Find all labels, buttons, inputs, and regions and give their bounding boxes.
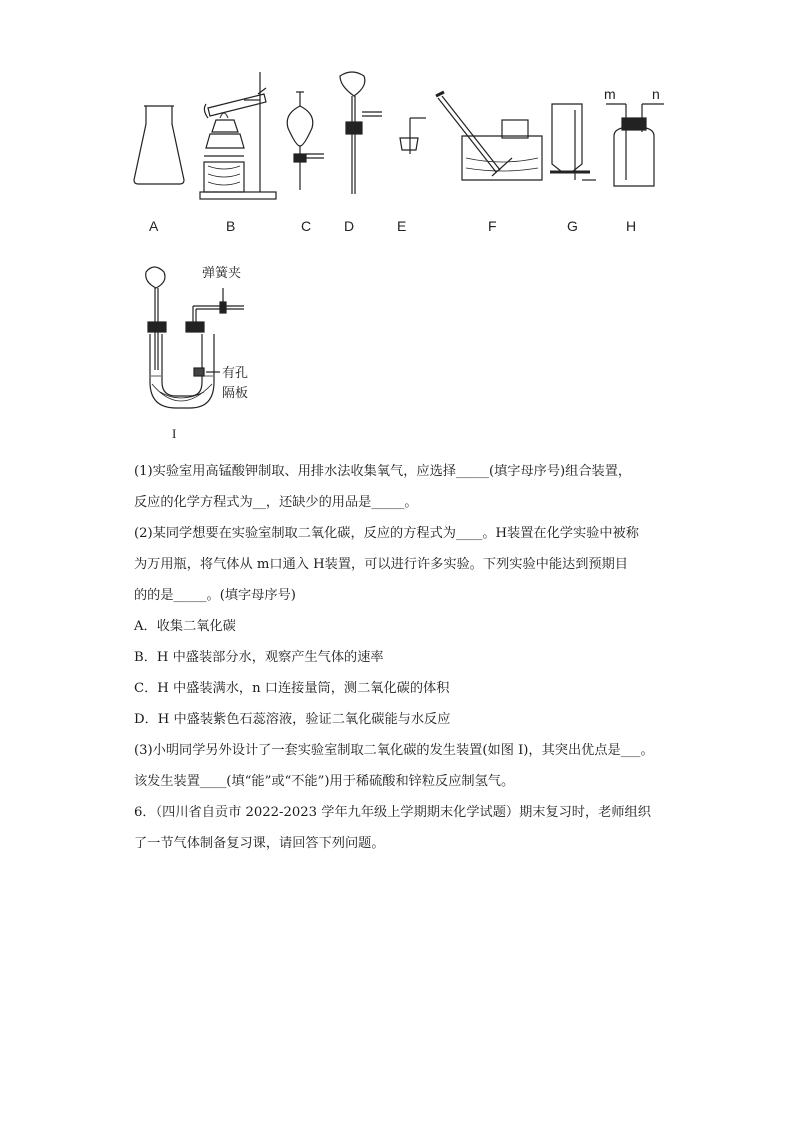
u-tube-figure [140, 258, 280, 441]
question-line-1: (1)实验室用高锰酸钾制取、用排水法收集氧气，应选择_____(填字母序号)组合装置， [134, 464, 632, 479]
gas-bottle-g [550, 104, 596, 180]
conical-flask-a [134, 106, 184, 184]
apparatus-drawings [120, 62, 680, 212]
figure-label-f: F [488, 218, 497, 234]
u-tube-drawing [140, 258, 280, 428]
figure-label-b: B [226, 218, 236, 234]
heating-apparatus-b [200, 72, 276, 199]
figure-label-i: I [172, 426, 177, 441]
plate-label-line2: 隔板 [222, 386, 249, 401]
plate-label-line1: 有孔 [222, 366, 249, 381]
question-6-line-2: 了一节气体制备复习课，请回答下列问题。 [134, 836, 385, 851]
question-line-2: 反应的化学方程式为__，还缺少的用品是_____。 [134, 495, 418, 510]
option-a: A．收集二氧化碳 [134, 619, 236, 634]
apparatus-figures [120, 62, 680, 234]
option-d: D．H 中盛装紫色石蕊溶液，验证二氧化碳能与水反应 [134, 712, 451, 727]
question-line-11: 该发生装置____(填“能”或“不能”)用于稀硫酸和锌粒反应制氢气。 [134, 774, 515, 789]
figure-label-e: E [397, 218, 407, 234]
figure-label-c: C [301, 218, 312, 234]
question-line-3: (2)某同学想要在实验室制取二氧化碳，反应的方程式为____。H装置在化学实验中被称 [134, 526, 639, 541]
figure-label-d: D [344, 218, 355, 234]
spring-clip-label: 弹簧夹 [202, 266, 242, 281]
port-label-m: m [604, 86, 616, 102]
long-neck-funnel-d [340, 72, 382, 194]
question-line-10: (3)小明同学另外设计了一套实验室制取二氧化碳的发生装置(如图 I)，其突出优点是___。 [134, 743, 654, 758]
option-c: C．H 中盛装满水，n 口连接量筒，测二氧化碳的体积 [134, 681, 450, 696]
water-trough-f [436, 92, 542, 180]
question-line-4: 为万用瓶，将气体从 m口通入 H装置，可以进行许多实验。下列实验中能达到预期目 [134, 557, 628, 572]
separatory-funnel-c [287, 92, 324, 190]
question-6-line-1: 6．（四川省自贡市 2022-2023 学年九年级上学期期末化学试题）期末复习时，老师组织 [134, 805, 651, 820]
port-label-n: n [652, 86, 660, 102]
figure-label-a: A [149, 218, 159, 234]
question-line-5: 的的是_____。(填字母序号) [134, 588, 296, 603]
figure-label-h: H [626, 218, 637, 234]
stopper-tube-e [400, 118, 426, 154]
option-b: B．H 中盛装部分水，观察产生气体的速率 [134, 650, 384, 665]
washing-bottle-h [606, 104, 664, 186]
figure-label-g: G [567, 218, 578, 234]
